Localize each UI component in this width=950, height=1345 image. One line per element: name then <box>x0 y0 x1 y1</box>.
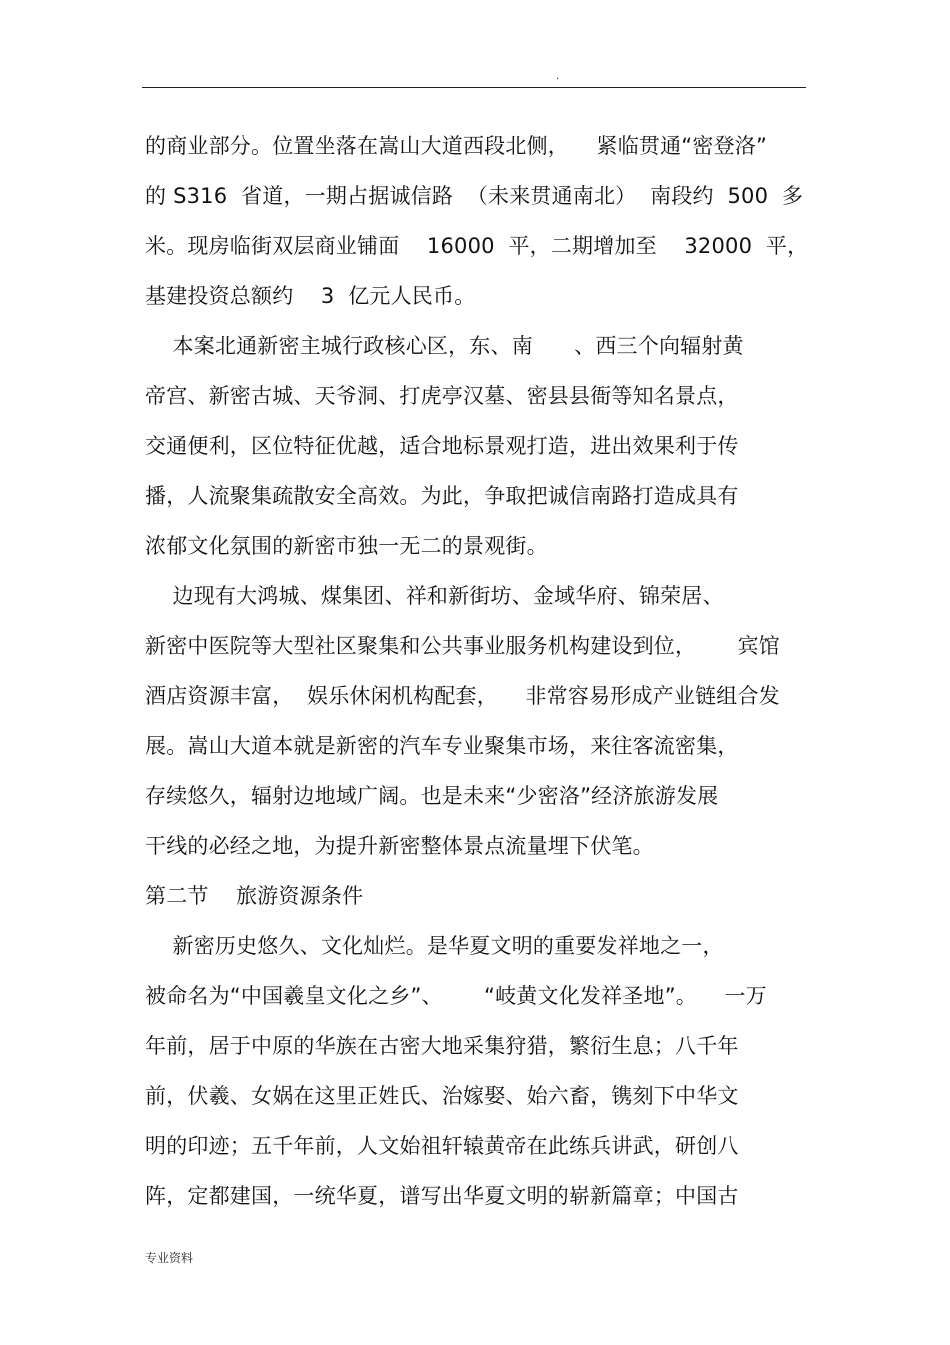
footer-label: 专业资料 <box>145 1251 194 1265</box>
text-line: 本案北通新密主城行政核心区，东、南 、西三个向辐射黄 <box>145 334 744 358</box>
text-line: 的 S316 省道，一期占据诚信路 （未来贯通南北） 南段约 500 多 <box>145 184 804 208</box>
section-heading: 第二节 旅游资源条件 <box>145 884 364 908</box>
text-line: 存续悠久，辐射边地域广阔。也是未来“少密洛”经济旅游发展 <box>145 784 719 808</box>
text-line: 米。现房临街双层商业铺面 16000 平，二期增加至 32000 平， <box>145 234 809 258</box>
text-line: 干线的必经之地，为提升新密整体景点流量埋下伏笔。 <box>145 834 654 858</box>
text-line: 阵，定都建国，一统华夏，谱写出华夏文明的崭新篇章；中国古 <box>145 1184 739 1208</box>
header-mark: . <box>556 71 560 82</box>
text-line: 明的印迹；五千年前，人文始祖轩辕黄帝在此练兵讲武，研创八 <box>145 1134 739 1158</box>
text-line: 基建投资总额约 3 亿元人民币。 <box>145 284 476 308</box>
text-line: 前，伏羲、女娲在这里正姓氏、治嫁娶、始六畜，镌刻下中华文 <box>145 1084 739 1108</box>
text-line: 新密中医院等大型社区聚集和公共事业服务机构建设到位， 宾馆 <box>145 634 780 658</box>
text-line: 交通便利，区位特征优越，适合地标景观打造，进出效果利于传 <box>145 434 739 458</box>
text-line: 展。嵩山大道本就是新密的汽车专业聚集市场，来往客流密集， <box>145 734 739 758</box>
text-line: 帝宫、新密古城、天爷洞、打虎亭汉墓、密县县衙等知名景点， <box>145 384 739 408</box>
text-line: 播，人流聚集疏散安全高效。为此，争取把诚信南路打造成具有 <box>145 484 739 508</box>
text-line: 浓郁文化氛围的新密市独一无二的景观街。 <box>145 534 548 558</box>
text-line: 被命名为“中国羲皇文化之乡”、 “岐黄文化发祥圣地”。 一万 <box>145 984 767 1008</box>
text-line: 年前，居于中原的华族在古密大地采集狩猎，繁衍生息；八千年 <box>145 1034 739 1058</box>
text-line: 边现有大鸿城、煤集团、祥和新街坊、金域华府、锦荣居、 <box>145 584 724 608</box>
text-line: 新密历史悠久、文化灿烂。是华夏文明的重要发祥地之一， <box>145 934 724 958</box>
header-rule <box>142 87 806 88</box>
text-line: 的商业部分。位置坐落在嵩山大道西段北侧， 紧临贯通“密登洛” <box>145 134 768 158</box>
text-line: 酒店资源丰富， 娱乐休闲机构配套， 非常容易形成产业链组合发 <box>145 684 780 708</box>
